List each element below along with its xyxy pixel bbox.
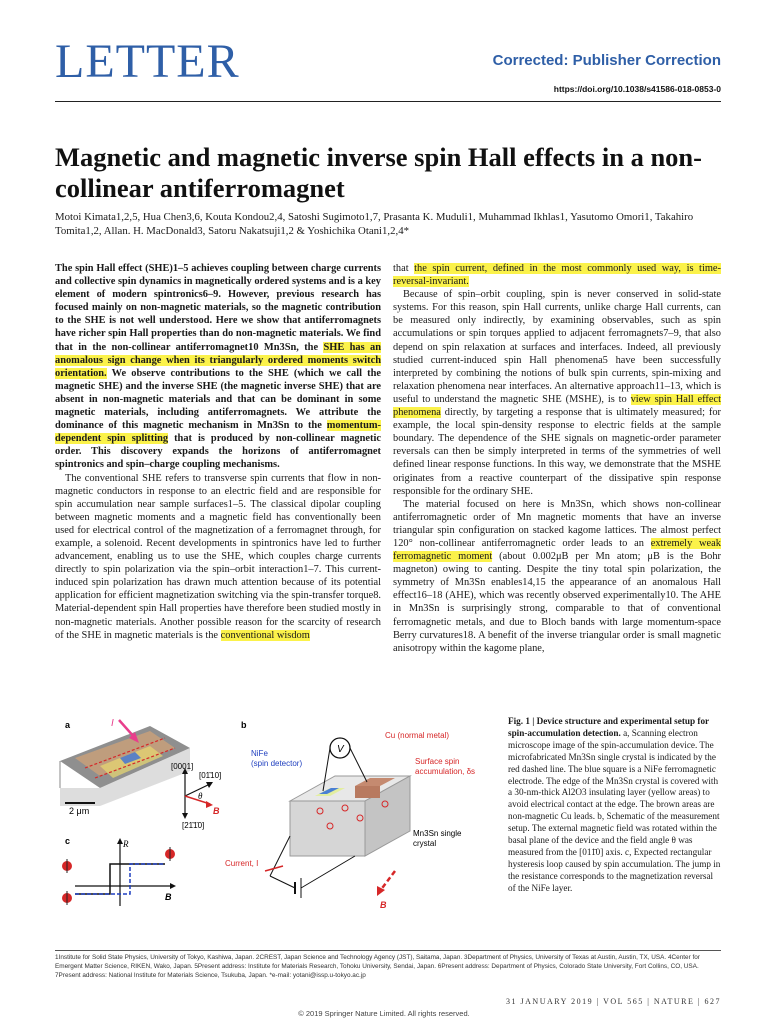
- section-label: LETTER: [55, 35, 240, 88]
- field-axis-label: B: [165, 892, 172, 902]
- article-title: Magnetic and magnetic inverse spin Hall effects in a non-collinear antiferromagnet: [55, 142, 702, 203]
- mn3sn-label-2: crystal: [413, 839, 437, 848]
- panel-a-label: a: [65, 720, 71, 730]
- header-divider: [55, 101, 721, 102]
- figure-1: [55, 716, 493, 946]
- body-text: that: [393, 263, 415, 274]
- abstract-text-1: The spin Hall effect (SHE)1–5 achieves coupling between charge currents and collective spin dynamics in magnetically ordered systems and is a key element of modern spintronics6–9. However, previous research has focused mainly on non-magnetic materials, so the magnetic contribution to the SHE is not well understood. Here we show that antiferromagnets have richer spin Hall properties than do non-magnetic materials. We find that in the non-collinear antiferromagnet10 Mn3Sn, the: [55, 263, 381, 353]
- current-label: I: [111, 718, 114, 729]
- surface-label-2: accumulation, δs: [415, 767, 476, 776]
- current-label-b: Current, I: [225, 859, 259, 868]
- body-text: The material focused on here is Mn3Sn, which shows non-collinear antiferromagnetic order of Mn magnetic moments that have an inverse triangular spin configuration on stacked kagome lattices. The almost perfect 120° non-collinear antiferromagnetic order leads to an: [393, 498, 721, 549]
- highlight-2[interactable]: momentum-dependent spin splitting: [55, 420, 381, 445]
- axis-2-1-10: [21̄1̄0]: [182, 821, 205, 830]
- body-text: Because of spin–orbit coupling, spin is never conserved in solid-state systems. For this reason, spin Hall currents, unlike charge Hall currents, can be measured only indirectly, by examining observables, such as spin accumulations or spin torques applied to adjacent ferromagnets7–9, that also depend on spin relaxation at surfaces and interfaces. Indeed, all previously studied current-induced spin Hall phenomena5 have been successfully interpreted by combining the notions of bulk spin currents, spin-mixing and relaxation phenomena near interfaces. An alternative approach11–13, which is useful to understand the magnetic SHE (MSHE), is to: [393, 289, 721, 405]
- nife-label-1: NiFe: [251, 749, 268, 758]
- body-paragraph: [393, 498, 721, 655]
- right-column: [393, 262, 721, 655]
- correction-link[interactable]: Corrected: Publisher Correction: [492, 52, 721, 69]
- doi-link[interactable]: https://doi.org/10.1038/s41586-018-0853-0: [553, 84, 721, 94]
- abstract-text-2: We observe contributions to the SHE (which we call the magnetic SHE) and the inverse SHE (the magnetic inverse SHE) that are absent in non-magnetic materials and that can be dominant in some magnetic materials, including antiferromagnets. We attribute the dominance of this magnetic mechanism in Mn3Sn to the: [55, 367, 381, 432]
- caption-body: a, Scanning electron microscope image of the spin-accumulation device. The microfabricated Mn3Sn single crystal is indicated by the red dashed line. The blue square is a NiFe ferromagnetic electrode. The edge of the Mn3Sn crystal is covered with a 30-nm-thick Al2O3 insulating layer (yellow areas) to avoid electrical contact at the edge. The brown areas are non-magnetic Cu leads. b, Schematic of the measurement setup. The external magnetic field was rotated within the basal plane of the device and the field angle θ was measured from the [011̄0] axis. c, Expected rectangular hysteresis loop caused by spin accumulation. The jump in the resistance corresponds to the magnetization reversal of the NiFe layer.: [508, 727, 721, 893]
- panel-c-label: c: [65, 836, 71, 846]
- scale-bar-label: 2 μm: [69, 806, 90, 816]
- cu-label: Cu (normal metal): [385, 731, 450, 740]
- mn3sn-label-1: Mn3Sn single: [413, 829, 462, 838]
- caption-title: Fig. 1 | Device structure and experimental setup for spin-accumulation detection.: [508, 716, 709, 738]
- field-label-a: B: [213, 806, 220, 816]
- highlight-3[interactable]: conventional wisdom: [220, 629, 310, 641]
- voltmeter-label: V: [337, 744, 344, 755]
- footnote-divider: [55, 950, 721, 951]
- copyright: © 2019 Springer Nature Limited. All rights reserved.: [298, 1009, 470, 1018]
- body-paragraph: [393, 288, 721, 498]
- field-label-b: B: [380, 900, 387, 910]
- body-text: directly, by targeting a response that is ultimately measured; for example, the local spin-density response to electric fields at the sample boundary. The dependence of the SHE signals on magnetic-order parameter reversals can then be simply interpreted in terms of the symmetries of well defined linear response functions. In this way, we demonstrate that the MSHE originates from a reactive counterpart of the dissipative spin response responsible for the ordinary SHE.: [393, 407, 721, 497]
- highlight-4[interactable]: the spin current, defined in the most commonly used way, is time-reversal-invariant.: [393, 263, 721, 288]
- body-text: (about 0.002μB per Mn atom; μB is the Bohr magneton) owing to canting. Despite the tiny total spin polarization, the symmetry of Mn3Sn enables14,15 the appearance of an anomalous Hall effect16–18 (AHE), which was recently observed experimentally10. The AHE in Mn3Sn is surprisingly strong, comparable to that of conventional ferromagnetic metals, and due to Bloch bands with large momentum-space Berry curvatures18. A benefit of the inverse triangular order is small magnetic anisotropy within the kagome plane,: [393, 551, 722, 654]
- resistance-axis-label: R: [123, 839, 129, 849]
- hysteresis-plot: [62, 838, 176, 906]
- axis-01-10: [01̄10]: [199, 771, 222, 780]
- figure-svg: [55, 716, 493, 946]
- figure-caption: [508, 716, 721, 895]
- highlight-6[interactable]: extremely weak ferromagnetic moment: [393, 537, 721, 563]
- affiliations: 1Institute for Solid State Physics, University of Tokyo, Kashiwa, Japan. 2CREST, Japan Science and Technology Agency (JST), Saitama, Japan. 3Department of Physics, University of Texas at Austin, Austin, TX, USA. 4Center for Emergent Matter Science, RIKEN, Wako, Japan. 5Present address: Institute for Materials Research, Tohoku University, Sendai, Japan. 6Present address: Department of Physics, Colorado State University, Fort Collins, CO, USA. 7Present address: National Institute for Materials Science, Tsukuba, Japan. *e-mail: yotani@issp.u-tokyo.ac.jp: [55, 954, 700, 980]
- surface-label-1: Surface spin: [415, 757, 460, 766]
- highlight-5[interactable]: view spin Hall effect phenomena: [393, 393, 722, 419]
- axis-0001: [0001]: [171, 762, 194, 771]
- page-folio: 31 JANUARY 2019 | VOL 565 | NATURE | 627: [506, 997, 721, 1006]
- body-paragraph: [393, 262, 721, 288]
- left-column: [55, 262, 381, 642]
- panel-b-label: b: [241, 720, 247, 730]
- nife-label-2: (spin detector): [251, 759, 303, 768]
- body-paragraph: [55, 472, 381, 642]
- abstract-text-3: that is produced by non-collinear magnetic order. This discovery expands the horizons of antiferromagnet spintronics and spin–charge coupling mechanisms.: [55, 433, 381, 471]
- body-text: The conventional SHE refers to transverse spin currents that flow in non-magnetic conductors in response to an electric field and are responsible for spin accumulation near sample surfaces1–5. The classical dipolar coupling between magnetic moments and a magnetic field has conventionally been used for electrical control of the magnetization of a ferromagnet through, for example, a solenoid. Recent developments in spintronics have led to further advancement, enabling us to use the SHE, which couples charge currents directly to spin polarization via the spin–orbit interaction1–7. This current-induced spin polarization has drawn much attention because of its potential application for efficient magnetization switching via the spin-transfer torque8. Material-dependent spin Hall properties have therefore been studied mostly in non-magnetic materials. Another possible reason for the scarcity of research of the SHE in magnetic materials is the: [55, 472, 381, 641]
- theta-label: θ: [198, 791, 203, 801]
- highlight-1[interactable]: SHE has an anomalous sign change when its triangularly ordered moments switch orientation.: [55, 341, 381, 379]
- abstract: [55, 262, 381, 472]
- author-list: Motoi Kimata1,2,5, Hua Chen3,6, Kouta Kondou2,4, Satoshi Sugimoto1,7, Prasanta K. Muduli1, Muhammad Ikhlas1, Yasutomo Omori1, Takahiro Tomita1,2, Allan. H. MacDonald3, Satoru Nakatsuji1,2 & Yoshichika Otani1,2,4*: [55, 211, 694, 237]
